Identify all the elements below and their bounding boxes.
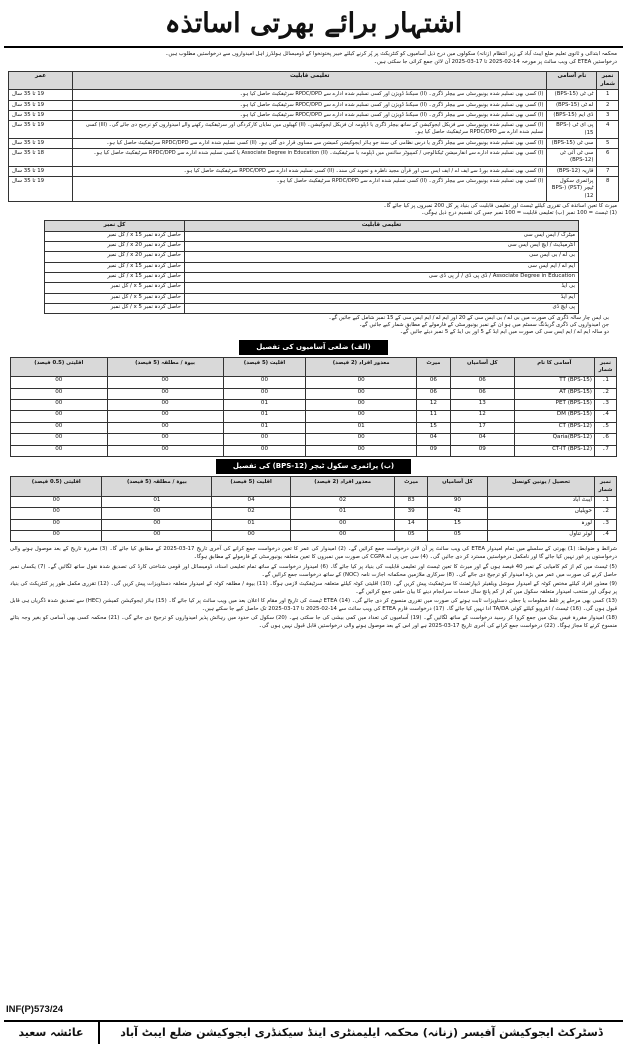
terms-paragraph: (9) معذور افراد کیلئے مختص کوٹہ کے امیدوار سوشل ویلفیئر ڈیپارٹمنٹ کا سرٹیفکیٹ پیش کریں گے۔ (10) اقلیتی کوٹہ کیلئے متعلقہ سرٹیفکیٹ لازمی ہوگا۔ (11) بیوہ / مطلقہ کوٹہ کے امیدوار متعلقہ دستاویزات پیش کریں گی۔ (12) تقرری مکمل طور پر کنٹریکٹ کی بنیاد پر ہوگی اور منتخب امیدوار متعلقہ سکول میں کم از کم پانچ سال خدمات سرانجام دینے کا بیان حلفی جمع کرائیں گے۔ xyxy=(10,580,617,595)
row-merit: 12 xyxy=(416,400,450,411)
qualification-marks: حاصل کردہ نمبر x 15 / کل نمبر xyxy=(45,262,185,272)
row-total-posts: 12 xyxy=(450,411,514,422)
post-number: 2 xyxy=(597,100,619,110)
footer xyxy=(4,1020,623,1044)
row-post-name: DM (BPS-15) xyxy=(514,411,594,422)
row-widow-quota: 00 xyxy=(107,445,223,456)
footer-signatory-name: عائشہ سعید xyxy=(4,1022,100,1044)
row-disabled-quota: 00 xyxy=(290,530,395,541)
post-name: ڈی ایم (BPS-15) xyxy=(547,110,597,120)
row-number: 2۔ xyxy=(595,508,617,519)
post-qualification: (I) کسی بھی تسلیم شدہ یونیورسٹی سے بیچلر ڈگری۔ (II) کسی تسلیم شدہ ادارے سے RPDC/DPD سرٹیفکیٹ حاصل کیا ہو۔ xyxy=(73,177,547,202)
post-qualification: (I) کسی بھی تسلیم شدہ ادارے سے انفارمیشن ٹیکنالوجی / کمپیوٹر سائنس میں ڈپلومہ یا سرٹیفکیٹ۔ (II) Associate Degree in Education یا کسی تسلیم شدہ ادارے سے RPDC/DPD سرٹیفکیٹ حاصل کیا ہو۔ xyxy=(73,149,547,167)
post-number: 6 xyxy=(597,149,619,167)
intro-text xyxy=(4,48,623,69)
row-other-quota: 00 xyxy=(11,422,108,433)
post-qualification: (I) کسی بھی تسلیم شدہ یونیورسٹی سے بیچلر ڈگری۔ (II) سیکنڈ ڈویژن اور کسی تسلیم شدہ ادارے سے RPDC/DPD سرٹیفکیٹ حاصل کیا ہو۔ xyxy=(73,110,547,120)
table-row xyxy=(9,90,619,100)
post-name: پی ای ٹی (BPS-15) xyxy=(547,121,597,139)
header-cell: میرٹ xyxy=(416,358,450,377)
row-total-posts: 05 xyxy=(427,530,487,541)
row-post-name: CT (BPS-12) xyxy=(514,422,594,433)
terms-paragraph: شرائط و ضوابط: (1) بھرتی کے سلسلے میں تمام امیدوار ETEA کی ویب سائٹ پر آن لائن درخواست جمع کرائیں گے۔ (2) امیدوار کی عمر کا تعین درخواست جمع کرانے کی آخری تاریخ 17-03-2025 کے مطابق کیا جائے گا۔ (3) مقررہ تاریخ کے بعد موصول ہونے والی درخواستوں پر غور نہیں کیا جائے گا اور نامکمل درخواستیں مسترد کر دی جائیں گی۔ (4) سی جی پی اے CGPA کی صورت میں نمبروں کا تعین متعلقہ یونیورسٹی کے فارمولے کے مطابق ہوگا۔ xyxy=(10,546,618,561)
marks-table-body xyxy=(45,231,579,313)
row-minority-quota: 01 xyxy=(223,411,306,422)
row-total-posts: 15 xyxy=(427,519,487,530)
post-qualification: (I) کسی بھی تسلیم شدہ یونیورسٹی سے بیچلر ڈگری۔ (II) سیکنڈ ڈویژن اور کسی تسلیم شدہ ادارے سے RPDC/DPD سرٹیفکیٹ حاصل کیا ہو۔ xyxy=(73,90,547,100)
row-widow-quota: 00 xyxy=(107,434,223,445)
terms-paragraph: (13) کسی بھی مرحلے پر غلط معلومات یا جعلی دستاویزات ثابت ہونے کی صورت میں تقرری منسوخ کر دی جائے گی۔ (14) ETEA ٹیسٹ کی تاریخ اور مقام کا اعلان بعد میں ویب سائٹ پر کیا جائے گا۔ (15) ہائر ایجوکیشن کمیشن (HEC) سے تصدیق شدہ ڈگریاں ہی قابل قبول ہوں گی۔ (16) ٹیسٹ / انٹرویو کیلئے کوئی TA/DA ادا نہیں کیا جائے گا۔ (17) درخواست فارم ETEA کی ویب سائٹ سے 14-02-2025 تا 17-03-2025 تک حاصل کیے جا سکتے ہیں۔ xyxy=(10,597,617,613)
table-row xyxy=(45,303,579,313)
row-minority-quota: 00 xyxy=(223,377,306,388)
row-total-posts: 13 xyxy=(450,400,514,411)
post-name: سی ٹی آئی ٹی (BPS-12) xyxy=(547,149,597,167)
grading-line: دو سالہ ایم اے / ایم ایس سی کی صورت میں ایم ایڈ کے 5 اور بی ایڈ کے 5 نمبر دیئے جائیں گے۔ xyxy=(399,329,609,336)
table-row xyxy=(45,231,579,241)
table-row xyxy=(45,242,579,252)
table-row xyxy=(11,388,617,399)
row-number: 3۔ xyxy=(595,400,617,411)
header-cell: عمر xyxy=(9,72,73,90)
row-minority-quota: 00 xyxy=(223,434,306,445)
row-post-name: Qaria(BPS-12) xyxy=(514,434,594,445)
section-b-heading xyxy=(4,459,623,474)
table-row xyxy=(11,411,617,422)
post-number: 1 xyxy=(597,90,619,100)
table-row xyxy=(11,519,617,530)
row-post-name: ایبٹ آباد xyxy=(488,496,595,507)
row-other-quota: 00 xyxy=(11,530,102,541)
title-bar xyxy=(4,2,623,48)
row-total-posts: 17 xyxy=(450,422,514,433)
row-minority-quota: 01 xyxy=(223,422,306,433)
row-total-posts: 90 xyxy=(427,496,487,507)
row-widow-quota: 00 xyxy=(102,519,212,530)
header-cell: نمبر شمار xyxy=(595,477,617,496)
table-row xyxy=(11,445,617,456)
table-row xyxy=(11,434,617,445)
row-widow-quota: 00 xyxy=(102,530,212,541)
post-age-limit: 19 تا 35 سال xyxy=(9,138,73,148)
post-number: 5 xyxy=(597,138,619,148)
row-disabled-quota: 00 xyxy=(290,519,395,530)
row-post-name: TT (BPS-15) xyxy=(514,377,594,388)
marks-table xyxy=(44,220,579,314)
pst-posts-table xyxy=(10,476,617,542)
post-age-limit: 19 تا 35 سال xyxy=(9,100,73,110)
table-header-row xyxy=(45,221,579,232)
qualification-name: بی اے / بی ایس سی xyxy=(185,252,579,262)
table-row xyxy=(9,177,619,202)
intro-paragraph: محکمہ ابتدائی و ثانوی تعلیم ضلع ایبٹ آباد کے زیر انتظام (زنانہ) سکولوں میں درج ذیل آسامیوں کو کنٹریکٹ پر پُر کرنے کیلئے خیبر پختونخوا کے ڈومیسائل ہولڈرز اہل امیدواروں سے درخواستیں مطلوب ہیں۔ xyxy=(165,51,617,57)
row-disabled-quota: 00 xyxy=(306,400,416,411)
table-row xyxy=(11,400,617,411)
post-number: 4 xyxy=(597,121,619,139)
row-widow-quota: 01 xyxy=(102,496,212,507)
table-row xyxy=(9,121,619,139)
posts-table xyxy=(8,71,619,202)
header-cell: نمبر شمار xyxy=(595,358,617,377)
header-cell: اقلیت (5 فیصد) xyxy=(212,477,291,496)
qualification-name: انٹرمیڈیٹ / ایچ ایس ایس سی xyxy=(185,242,579,252)
header-cell: آسامی کا نام xyxy=(514,358,594,377)
row-other-quota: 00 xyxy=(11,434,108,445)
row-other-quota: 00 xyxy=(11,388,108,399)
intro-paragraph: درخواستیں ETEA کی ویب سائٹ پر مورخہ 14-02-2025 تا 17-03-2025 آن لائن جمع کرائی جا سکتی ہیں۔ xyxy=(373,59,617,66)
post-age-limit: 19 تا 35 سال xyxy=(9,177,73,202)
header-cell: اقلیت (5 فیصد) xyxy=(223,358,306,377)
note-line: میرٹ کا تعین اساتذہ کی تقرری کیلئے ٹیسٹ اور تعلیمی قابلیت کی بنیاد پر کل 200 نمبروں پر کیا جائے گا۔ xyxy=(383,202,617,209)
district-posts-table xyxy=(10,357,617,457)
grading-line: بی ایس چار سالہ ڈگری کی صورت میں بی اے / بی ایس سی کے 20 اور ایم اے / ایم ایس سی کے 15 نمبر شامل کیے جائیں گے۔ xyxy=(328,315,609,322)
table-row xyxy=(9,138,619,148)
row-other-quota: 00 xyxy=(11,519,102,530)
post-name: سی ٹی (BPS-15) xyxy=(547,138,597,148)
row-disabled-quota: 01 xyxy=(290,508,395,519)
post-age-limit: 18 تا 35 سال xyxy=(9,149,73,167)
table-row xyxy=(9,166,619,176)
row-total-posts: 09 xyxy=(450,445,514,456)
row-post-name: لوئر تناول xyxy=(488,530,595,541)
row-minority-quota: 01 xyxy=(223,400,306,411)
row-merit: 05 xyxy=(395,530,427,541)
table-header-row xyxy=(11,358,617,377)
post-qualification: (I) کسی بھی تسلیم شدہ یونیورسٹی سے بیچلر ڈگری۔ (II) سیکنڈ ڈویژن اور کسی تسلیم شدہ ادارے سے RPDC/DPD سرٹیفکیٹ حاصل کیا ہو۔ xyxy=(73,100,547,110)
header-cell: کل آسامیاں xyxy=(450,358,514,377)
district-posts-body xyxy=(11,377,617,457)
row-number: 4۔ xyxy=(595,530,617,541)
qualification-name: میٹرک / ایس ایس سی xyxy=(185,231,579,241)
header-cell: تحصیل / یونین کونسل xyxy=(488,477,595,496)
qualification-name: ایم اے / ایم ایس سی xyxy=(185,262,579,272)
row-total-posts: 04 xyxy=(450,434,514,445)
row-number: 2۔ xyxy=(595,388,617,399)
note-line: (1) ٹیسٹ = 100 نمبر (ب) تعلیمی قابلیت = 100 نمبر جس کی تقسیم درج ذیل ہوگی۔ xyxy=(421,210,617,217)
post-number: 7 xyxy=(597,166,619,176)
post-qualification: (I) کسی بھی تسلیم شدہ یونیورسٹی سے فزیکل ایجوکیشن کے ساتھ بیچلر ڈگری یا ڈپلومہ ان فزیکل ایجوکیشن۔ (II) کھیلوں میں نمایاں کارکردگی اور سرٹیفکیٹ رکھنے والے امیدواروں کو ترجیح دی جائے گی۔ (III) کسی تسلیم شدہ ادارے سے RPDC/DPD سرٹیفکیٹ حاصل کیا ہو۔ xyxy=(73,121,547,139)
qualification-marks: حاصل کردہ نمبر x 5 / کل نمبر xyxy=(45,303,185,313)
post-name: ٹی ٹی (BPS-15) xyxy=(547,90,597,100)
qualification-marks: حاصل کردہ نمبر x 15 / کل نمبر xyxy=(45,231,185,241)
post-age-limit: 19 تا 35 سال xyxy=(9,110,73,120)
row-other-quota: 00 xyxy=(11,411,108,422)
post-name: قاریہ (BPS-12) xyxy=(547,166,597,176)
post-age-limit: 19 تا 35 سال xyxy=(9,166,73,176)
post-age-limit: 19 تا 35 سال xyxy=(9,121,73,139)
table-row xyxy=(11,377,617,388)
header-cell: میرٹ xyxy=(395,477,427,496)
section-b-title: (ب) پرائمری سکول ٹیچر (BPS-12) کی تفصیل xyxy=(216,459,411,474)
table-row xyxy=(45,252,579,262)
row-total-posts: 42 xyxy=(427,508,487,519)
qualification-marks: حاصل کردہ نمبر x 20 / کل نمبر xyxy=(45,252,185,262)
row-widow-quota: 00 xyxy=(107,377,223,388)
terms-paragraph: (5) ٹیسٹ میں کم از کم کامیابی کے نمبر 40 فیصد ہوں گے اور میرٹ کا تعین ٹیسٹ اور تعلیمی قابلیت کی بنیاد پر کیا جائے گا۔ (6) امیدوار درخواست کے ساتھ تمام تعلیمی اسناد، ڈومیسائل اور قومی شناختی کارڈ کی تصدیق شدہ نقول ساتھ لگائیں گے۔ (7) یکساں نمبر حاصل کرنے کی صورت میں عمر میں بڑے امیدوار کو ترجیح دی جائے گی۔ (8) سرکاری ملازمین محکمانہ اجازت نامہ (NOC) کے ساتھ درخواست جمع کرائیں گے۔ xyxy=(10,563,618,578)
table-row xyxy=(45,272,579,282)
row-number: 5۔ xyxy=(595,422,617,433)
table-row xyxy=(11,508,617,519)
header-cell: بیوہ / مطلقہ (5 فیصد) xyxy=(107,358,223,377)
row-merit: 83 xyxy=(395,496,427,507)
table-row xyxy=(45,293,579,303)
post-qualification: (I) کسی بھی تسلیم شدہ یونیورسٹی سے بیچلر ڈگری یا درس نظامی کی سند جو ہائر ایجوکیشن کمیشن سے مساوی قرار دی گئی ہو۔ (II) کسی تسلیم شدہ ادارے سے RPDC/DPD سرٹیفکیٹ حاصل کیا ہو۔ xyxy=(73,138,547,148)
row-merit: 06 xyxy=(416,377,450,388)
row-post-name: PET (BPS-15) xyxy=(514,400,594,411)
row-disabled-quota: 00 xyxy=(306,377,416,388)
row-post-name: AT (BPS-15) xyxy=(514,388,594,399)
row-minority-quota: 00 xyxy=(223,388,306,399)
post-name: پرائمری سکول ٹیچر (PST) (BPS-12) xyxy=(547,177,597,202)
row-other-quota: 00 xyxy=(11,445,108,456)
table-row xyxy=(45,262,579,272)
row-disabled-quota: 00 xyxy=(306,445,416,456)
grading-line: جن امیدواروں کی ڈگری گریڈنگ سسٹم میں ہو ان کے نمبر یونیورسٹی کے فارمولے کے مطابق شمار کیے جائیں گے۔ xyxy=(358,322,609,329)
header-cell: نمبر شمار xyxy=(597,72,619,90)
post-qualification: (I) کسی بھی تسلیم شدہ بورڈ سے ایف اے / ایف ایس سی اور قرآن مجید ناظرہ و تجوید کی سند۔ (II) کسی تسلیم شدہ ادارے سے RPDC/DPD سرٹیفکیٹ حاصل کیا ہو۔ xyxy=(73,166,547,176)
row-merit: 06 xyxy=(416,388,450,399)
row-other-quota: 00 xyxy=(11,377,108,388)
terms-paragraph: (18) امیدوار مقررہ فیس بینک میں جمع کروا کر رسید درخواست کے ساتھ لگائیں گے۔ (19) آسامیوں کی تعداد میں کمی بیشی کی جا سکتی ہے۔ (20) سکول کی حدود میں رہائش پذیر امیدواروں کو ترجیح دی جائے گی۔ (21) محکمہ کسی بھی آسامی کو بغیر وجہ بتائے منسوخ کرنے کا مجاز ہوگا۔ (22) درخواست جمع کرانے کی آخری تاریخ 17-03-2025 ہے اور اس کے بعد موصول ہونے والی درخواستیں قابل قبول نہیں ہوں گی۔ xyxy=(10,615,618,630)
pst-posts-body xyxy=(11,496,617,542)
header-cell: معذور افراد (2 فیصد) xyxy=(306,358,416,377)
grading-notes xyxy=(4,314,623,337)
qualification-marks: حاصل کردہ نمبر x 5 / کل نمبر xyxy=(45,283,185,293)
header-cell: اقلیتی (0.5 فیصد) xyxy=(11,477,102,496)
row-widow-quota: 00 xyxy=(107,400,223,411)
row-disabled-quota: 02 xyxy=(290,496,395,507)
row-minority-quota: 00 xyxy=(223,445,306,456)
row-number: 6۔ xyxy=(595,434,617,445)
qualification-name: Associate Degree in Education / ڈی پی ڈی / آر پی ڈی سی xyxy=(185,272,579,282)
header-cell: کل آسامیاں xyxy=(427,477,487,496)
row-number: 4۔ xyxy=(595,411,617,422)
header-cell: معذور افراد (2 فیصد) xyxy=(290,477,395,496)
header-cell: بیوہ / مطلقہ (5 فیصد) xyxy=(102,477,212,496)
qualification-marks: حاصل کردہ نمبر x 20 / کل نمبر xyxy=(45,242,185,252)
table-row xyxy=(9,149,619,167)
row-merit: 14 xyxy=(395,519,427,530)
section-a-title: (الف) ضلعی آسامیوں کی تفصیل xyxy=(239,340,387,355)
table-row xyxy=(9,110,619,120)
footer-office: ڈسٹرکٹ ایجوکیشن آفیسر (زنانہ) محکمہ ایلیمنٹری اینڈ سیکنڈری ایجوکیشن ضلع ایبٹ آباد xyxy=(120,1025,603,1039)
row-post-name: لورہ xyxy=(488,519,595,530)
terms-and-conditions xyxy=(4,542,623,630)
row-minority-quota: 01 xyxy=(212,519,291,530)
header-cell: تعلیمی قابلیت xyxy=(73,72,547,90)
row-disabled-quota: 01 xyxy=(306,422,416,433)
row-minority-quota: 04 xyxy=(212,496,291,507)
row-widow-quota: 00 xyxy=(107,411,223,422)
qualification-marks: حاصل کردہ نمبر x 15 / کل نمبر xyxy=(45,272,185,282)
row-merit: 09 xyxy=(416,445,450,456)
row-merit: 11 xyxy=(416,411,450,422)
row-disabled-quota: 00 xyxy=(306,434,416,445)
table-row xyxy=(9,100,619,110)
row-widow-quota: 00 xyxy=(107,422,223,433)
row-post-name: CT-IT (BPS-12) xyxy=(514,445,594,456)
page-title: اشتہار برائے بھرتی اساتذہ xyxy=(164,7,463,39)
marks-note xyxy=(4,202,623,218)
row-number: 1۔ xyxy=(595,496,617,507)
row-merit: 39 xyxy=(395,508,427,519)
row-other-quota: 00 xyxy=(11,496,102,507)
table-header-row xyxy=(11,477,617,496)
qualification-name: ایم ایڈ xyxy=(185,293,579,303)
row-minority-quota: 02 xyxy=(212,508,291,519)
post-name: اے ٹی (BPS-15) xyxy=(547,100,597,110)
table-header-row xyxy=(9,72,619,90)
row-minority-quota: 00 xyxy=(212,530,291,541)
table-row xyxy=(11,530,617,541)
row-other-quota: 00 xyxy=(11,400,108,411)
qualification-marks: حاصل کردہ نمبر x 5 / کل نمبر xyxy=(45,293,185,303)
table-row xyxy=(11,496,617,507)
table-row xyxy=(11,422,617,433)
post-number: 3 xyxy=(597,110,619,120)
row-number: 1۔ xyxy=(595,377,617,388)
row-number: 3۔ xyxy=(595,519,617,530)
row-number: 7۔ xyxy=(595,445,617,456)
row-total-posts: 06 xyxy=(450,388,514,399)
posts-table-body xyxy=(9,90,619,202)
header-cell: کل نمبر xyxy=(45,221,185,232)
table-row xyxy=(45,283,579,293)
header-cell: نام آسامی xyxy=(547,72,597,90)
row-disabled-quota: 00 xyxy=(306,388,416,399)
row-post-name: حویلیاں xyxy=(488,508,595,519)
qualification-name: بی ایڈ xyxy=(185,283,579,293)
row-other-quota: 00 xyxy=(11,508,102,519)
row-total-posts: 06 xyxy=(450,377,514,388)
header-cell: تعلیمی قابلیت xyxy=(185,221,579,232)
inf-code: INF(P)573/24 xyxy=(6,1004,64,1015)
row-merit: 04 xyxy=(416,434,450,445)
qualification-name: پی ایچ ڈی xyxy=(185,303,579,313)
row-merit: 15 xyxy=(416,422,450,433)
section-a-heading xyxy=(4,340,623,355)
row-disabled-quota: 00 xyxy=(306,411,416,422)
row-widow-quota: 00 xyxy=(102,508,212,519)
row-widow-quota: 00 xyxy=(107,388,223,399)
post-age-limit: 19 تا 35 سال xyxy=(9,90,73,100)
header-cell: اقلیتی (0.5 فیصد) xyxy=(11,358,108,377)
post-number: 8 xyxy=(597,177,619,202)
